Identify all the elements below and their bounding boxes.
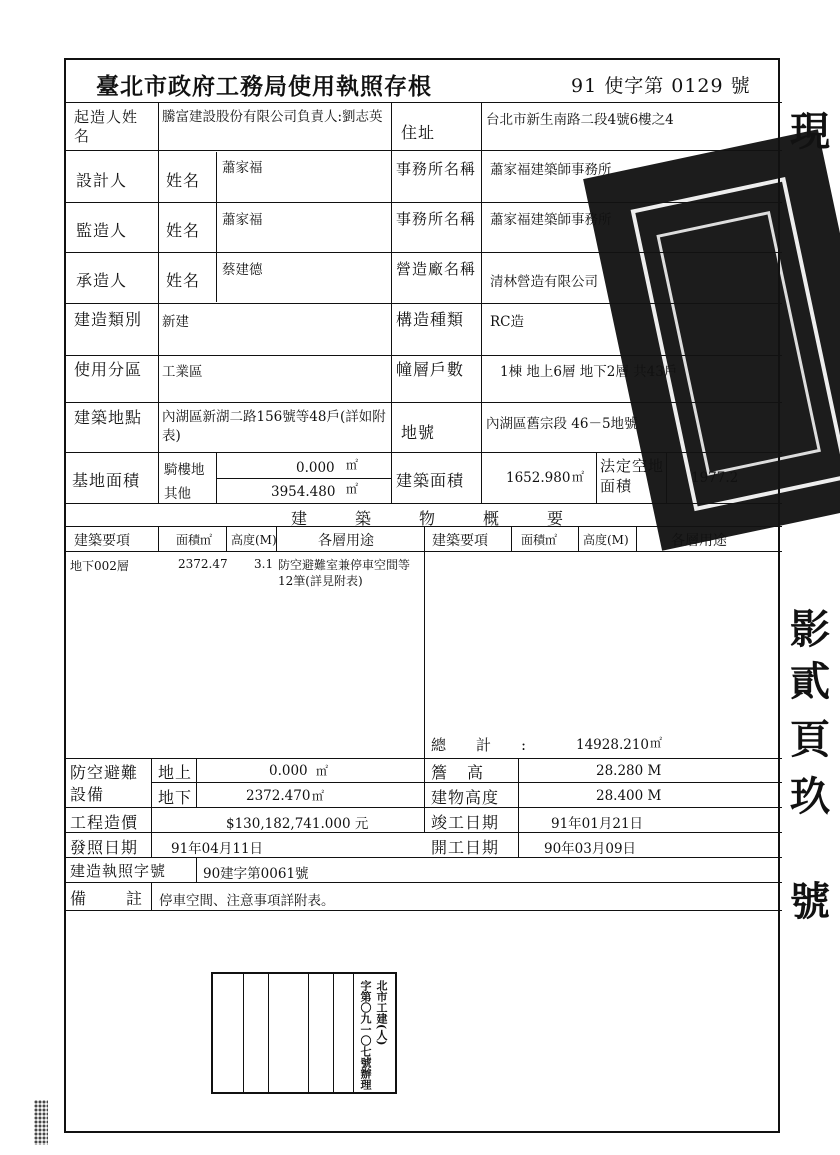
table-row-use: 防空避難室兼停車空間等12筆(詳見附表) [278, 558, 411, 588]
construction-permit-label: 建造執照字號 [70, 862, 167, 880]
total-unit: ㎡ [650, 736, 663, 750]
completion-value: 91年01月21日 [551, 816, 644, 832]
eave-height-label: 簷高 [431, 763, 504, 782]
col-height-right: 高度(M) [583, 533, 629, 547]
lot-no-value: 內湖區舊宗段 46－5地號 [486, 416, 638, 432]
seal-text-2: 字第〇九一〇七號辦理 [359, 980, 372, 1090]
floors-value: 1棟 地上6層 地下2層 共43戶 [500, 364, 678, 380]
contractor-value: 蔡建德 [222, 262, 263, 278]
arcade-label: 騎樓地 [164, 462, 205, 478]
col-area-right: 面積㎡ [521, 533, 558, 547]
structure-type-label: 構造種類 [396, 310, 465, 329]
permit-form [64, 58, 780, 1133]
construction-permit-value: 90建字第0061號 [203, 866, 309, 882]
side-char-4: 頁 [790, 716, 830, 763]
start-date-value: 90年03月09日 [544, 841, 637, 857]
side-char-6: 號 [790, 878, 830, 925]
legal-open-label: 法定空地面積 [600, 457, 665, 495]
usage-zone-label: 使用分區 [74, 360, 143, 379]
total-area-value: 14928.210 [576, 737, 650, 753]
cost-value: $130,182,741.000 元 [226, 816, 369, 832]
remarks-label: 備註 [70, 889, 183, 908]
bldg-height-value: 28.400 M [596, 788, 662, 804]
air-raid-label: 防空避難設備 [70, 763, 139, 804]
address-label: 住址 [401, 123, 436, 142]
building-area-label: 建築面積 [396, 471, 465, 490]
designer-name-label: 姓名 [166, 171, 201, 190]
remarks-value: 停車空間、注意事項詳附表。 [159, 893, 335, 909]
arcade-unit: ㎡ [346, 458, 359, 472]
building-area-value: 1652.980 [506, 470, 571, 486]
supervisor-office-label: 事務所名稱 [396, 210, 477, 228]
other-label: 其他 [164, 486, 191, 502]
builder-label: 起造人姓名 [74, 108, 139, 145]
eave-height-value: 28.280 M [596, 763, 662, 779]
legal-open-value: 1977.2 [691, 470, 739, 486]
table-row-area: 2372.47 [178, 557, 228, 571]
building-area-unit: ㎡ [572, 470, 585, 484]
structure-type-value: RC造 [490, 314, 524, 330]
col-area-left: 面積㎡ [176, 533, 213, 547]
other-unit: ㎡ [346, 482, 359, 496]
builder-value: 騰富建設股份有限公司負責人:劉志英 [162, 109, 383, 125]
contractor-label: 承造人 [76, 271, 128, 290]
build-type-value: 新建 [162, 314, 189, 330]
side-char-5: 玖 [790, 773, 830, 820]
issue-date-value: 91年04月11日 [171, 841, 264, 857]
start-date-label: 開工日期 [431, 838, 500, 857]
col-use-right: 各層用途 [671, 533, 727, 549]
table-row-item: 地下002層 [70, 559, 129, 573]
table-row-height: 3.1 [254, 557, 274, 571]
form-title: 臺北市政府工務局使用執照存根 [96, 73, 432, 100]
permit-number: 91 使字第 0129 號 [571, 75, 751, 97]
contractor-firm-value: 清林營造有限公司 [490, 274, 598, 290]
designer-value: 蕭家福 [222, 160, 263, 176]
bldg-height-label: 建物高度 [431, 788, 500, 807]
completion-label: 竣工日期 [431, 813, 500, 832]
col-item-left: 建築要項 [74, 533, 130, 549]
air-above-value: 0.000 [269, 763, 308, 779]
designer-office-value: 蕭家福建築師事務所 [490, 162, 612, 178]
designer-label: 設計人 [76, 171, 128, 190]
side-char-1: 現 [790, 108, 830, 155]
air-above-unit: ㎡ [316, 764, 329, 778]
processing-seal [211, 972, 397, 1094]
arcade-area-value: 0.000 [296, 460, 335, 476]
contractor-firm-label: 營造廠名稱 [396, 260, 477, 278]
side-char-3: 貳 [790, 658, 830, 705]
seal-text-1: 北市工建(人) [375, 980, 388, 1046]
supervisor-name-label: 姓名 [166, 221, 201, 240]
lot-no-label: 地號 [401, 423, 436, 442]
other-area-value: 3954.480 [271, 484, 336, 500]
contractor-name-label: 姓名 [166, 271, 201, 290]
total-label: 總計: [431, 736, 557, 754]
usage-zone-value: 工業區 [162, 364, 203, 380]
summary-header: 建築物概要 [291, 509, 612, 528]
designer-office-label: 事務所名稱 [396, 160, 477, 178]
address-value: 台北市新生南路二段4號6樓之4 [486, 112, 674, 128]
cost-label: 工程造價 [70, 813, 139, 832]
air-below-value: 2372.470 [246, 788, 311, 804]
build-type-label: 建造類別 [74, 310, 143, 329]
side-char-2: 影 [790, 606, 830, 653]
floors-label: 幢層戶數 [396, 360, 465, 379]
scan-artifact [34, 1100, 48, 1145]
supervisor-office-value: 蕭家福建築師事務所 [490, 212, 612, 228]
issue-date-label: 發照日期 [70, 838, 139, 857]
site-location-value: 內湖區新湖二路156號等48戶(詳如附表) [162, 409, 386, 444]
air-above-label: 地上 [158, 763, 193, 782]
supervisor-label: 監造人 [76, 221, 128, 240]
site-area-label: 基地面積 [72, 471, 141, 490]
site-location-label: 建築地點 [74, 408, 143, 427]
col-use-left: 各層用途 [318, 533, 374, 549]
col-height-left: 高度(M) [231, 533, 277, 547]
air-below-unit: ㎡ [312, 789, 325, 803]
supervisor-value: 蕭家福 [222, 212, 263, 228]
col-item-right: 建築要項 [432, 533, 488, 549]
air-below-label: 地下 [158, 788, 193, 807]
